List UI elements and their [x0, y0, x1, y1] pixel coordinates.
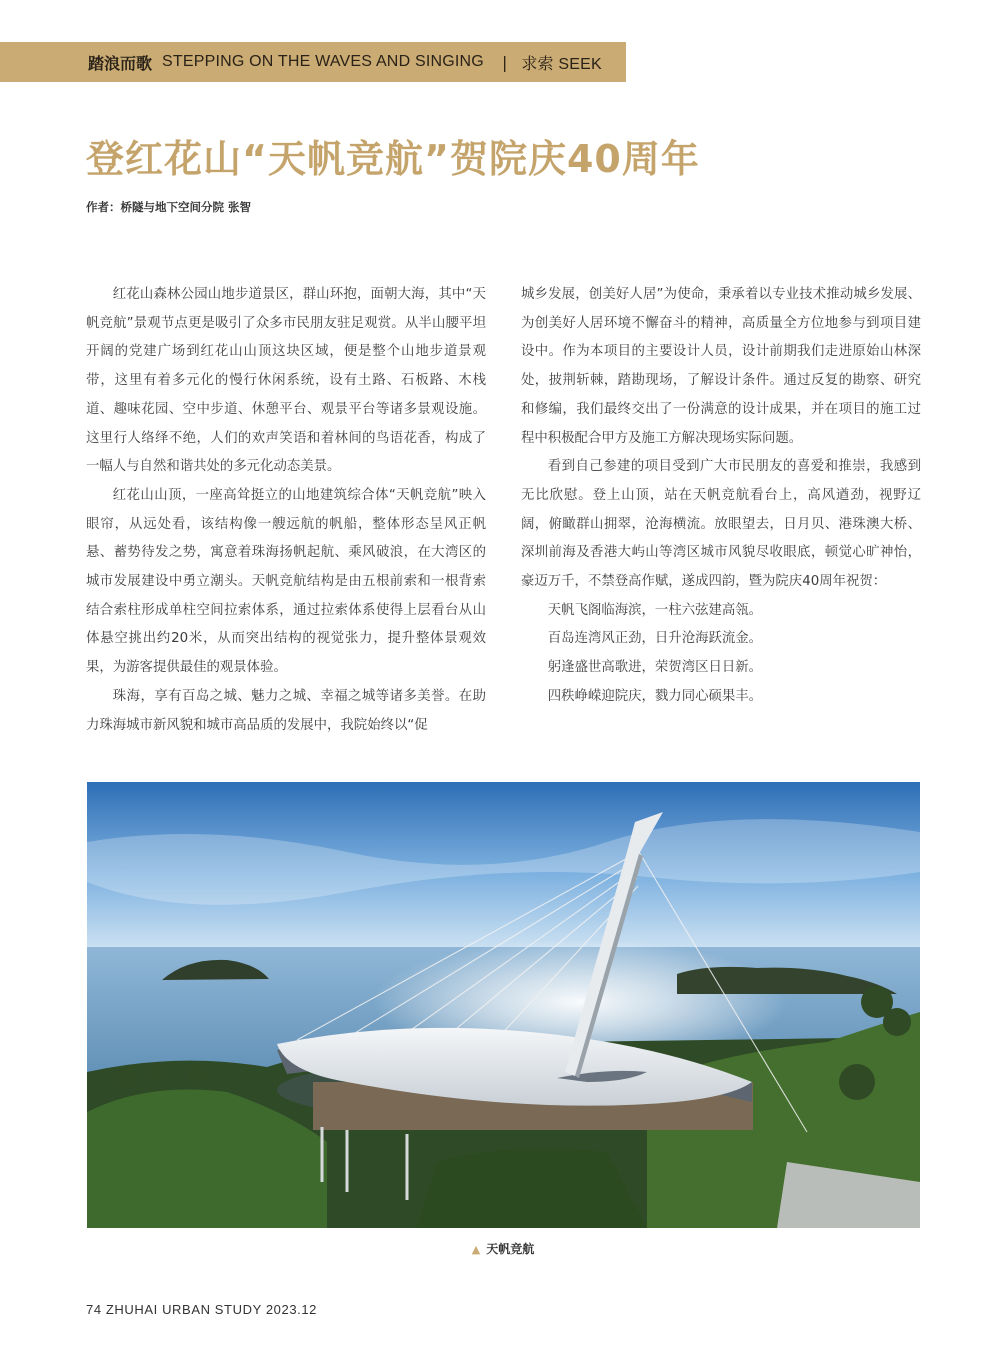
poem: [521, 597, 921, 712]
caption-text: 天帆竞航: [486, 1242, 535, 1256]
tianfan-photo: [87, 782, 920, 1228]
article-author: 作者：桥隧与地下空间分院 张智: [86, 200, 252, 214]
paragraph-continuation: 城乡发展，创美好人居”为使命，秉承着以专业技术推动城乡发展、为创美好人居环境不懈奋斗的精神，高质量全方位地参与到项目建设中。作为本项目的主要设计人员，设计前期我们走进原始山林深处，披荆斩棘，踏勘现场，了解设计条件。通过反复的勘察、研究和修编，我们最终交出了一份满意的设计成果，并在项目的施工过程中积极配合甲方及施工方解决现场实际问题。: [521, 287, 921, 446]
text-column-right: [521, 281, 921, 712]
poem-line: 百岛连湾风正劲，日升沧海跃流金。: [547, 631, 763, 647]
section-name-cn: 踏浪而歌: [88, 53, 153, 73]
poem-line: 躬逢盛世高歌进，荣贺湾区日日新。: [547, 660, 763, 676]
section-header-bar: [0, 42, 626, 82]
text-column-left: [86, 281, 486, 740]
paragraph: 看到自己参建的项目受到广大市民朋友的喜爱和推崇，我感到无比欣慰。登上山顶，站在天帆竞航看台上，高风遒劲，视野辽阔，俯瞰群山拥翠，沧海横流。放眼望去，日月贝、港珠澳大桥、深圳前海及香港大屿山等湾区城市风貌尽收眼底，顿觉心旷神怡，豪迈万千，不禁登高作赋，遂成四韵，暨为院庆40周年祝贺：: [521, 459, 921, 590]
page-footer: 74 ZHUHAI URBAN STUDY 2023.12: [86, 1302, 318, 1317]
paragraph: 珠海，享有百岛之城、魅力之城、幸福之城等诸多美誉。在助力珠海城市新风貌和城市高品质的发展中，我院始终以“促: [86, 688, 486, 733]
caption-triangle-icon: ▲: [471, 1243, 481, 1256]
section-name-en: STEPPING ON THE WAVES AND SINGING: [162, 53, 484, 70]
header-separator: |: [501, 52, 508, 72]
poem-line: 天帆飞阁临海滨，一柱六弦建高瓴。: [547, 602, 763, 618]
article-title: 登红花山“天帆竞航”贺院庆40周年: [86, 137, 700, 181]
paragraph: 红花山森林公园山地步道景区，群山环抱，面朝大海，其中“天帆竞航”景观节点更是吸引了众多市民朋友驻足观赏。从半山腰平坦开阔的党建广场到红花山山顶这块区域，便是整个山地步道景观带，这里有着多元化的慢行休闲系统，设有土路、石板路、木栈道、趣味花园、空中步道、休憩平台、观景平台等诸多景观设施。这里行人络绎不绝，人们的欢声笑语和着林间的鸟语花香，构成了一幅人与自然和谐共处的多元化动态美景。: [86, 287, 486, 475]
poem-line: 四秩峥嵘迎院庆，戮力同心硕果丰。: [547, 688, 763, 704]
paragraph: 红花山山顶，一座高耸挺立的山地建筑综合体“天帆竞航”映入眼帘，从远处看，该结构像一艘远航的帆船，整体形态呈风正帆悬、蓄势待发之势，寓意着珠海扬帆起航、乘风破浪，在大湾区的城市发展建设中勇立潮头。天帆竞航结构是由五根前索和一根背索结合索柱形成单柱空间拉索体系，通过拉索体系使得上层看台从山体悬空挑出约20米，从而突出结构的视觉张力，提升整体景观效果，为游客提供最佳的观景体验。: [86, 487, 486, 676]
photo-caption: [0, 1240, 1006, 1257]
section-category: 求索 SEEK: [521, 55, 602, 73]
